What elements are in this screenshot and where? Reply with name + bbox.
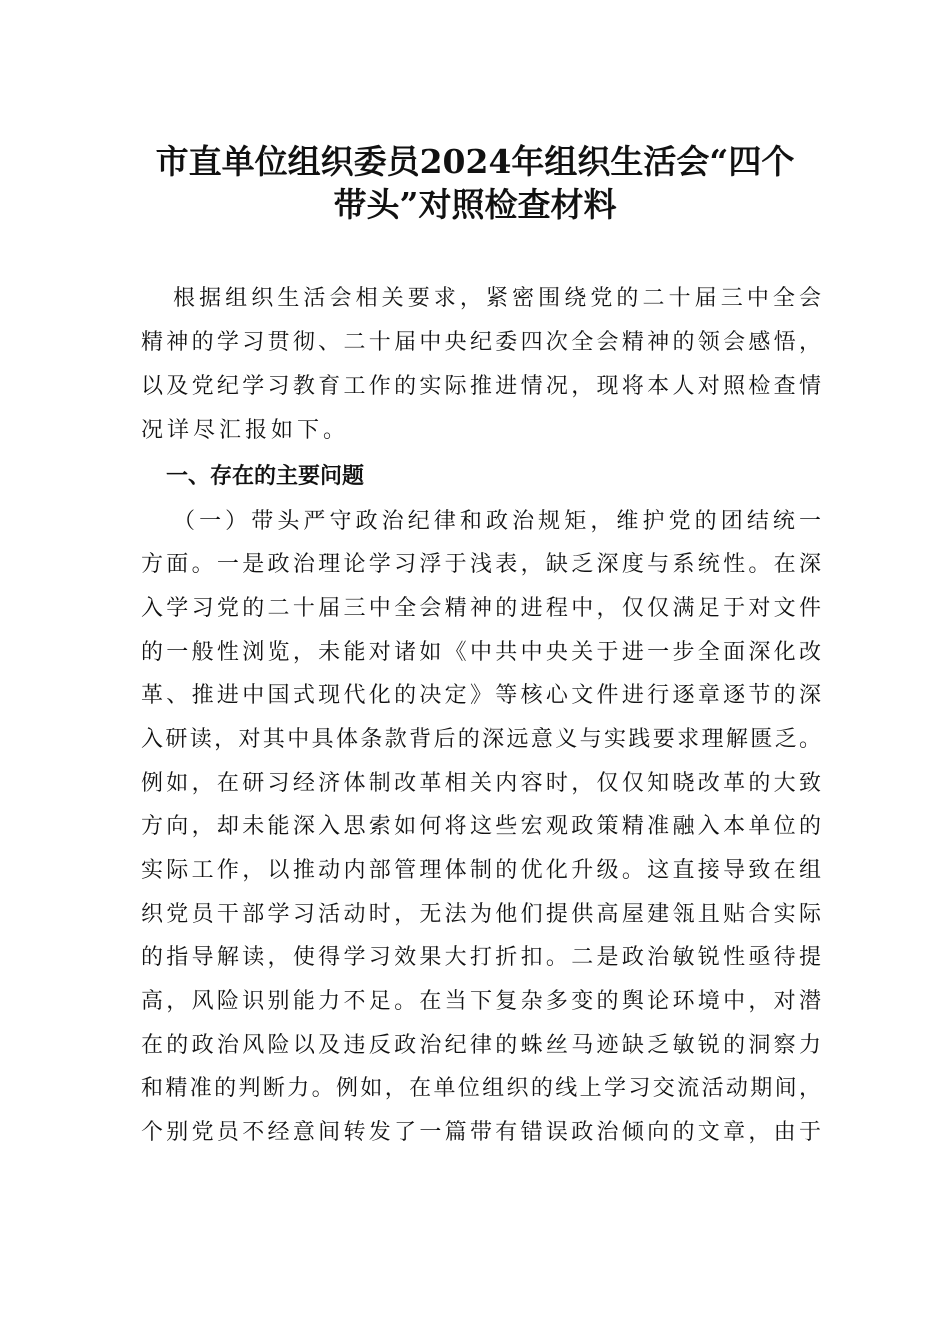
section-heading: 一、存在的主要问题 — [166, 464, 365, 489]
body-line: 和精准的判断力。例如，在单位组织的线上学习交流活动期间， — [141, 1076, 821, 1101]
body-line: 的指导解读，使得学习效果大打折扣。二是政治敏锐性亟待提 — [141, 945, 821, 970]
body-line: 方面。一是政治理论学习浮于浅表，缺乏深度与系统性。在深 — [141, 552, 821, 577]
intro-line: 精神的学习贯彻、二十届中央纪委四次全会精神的领会感悟， — [141, 330, 821, 355]
body-line: 入研读，对其中具体条款背后的深远意义与实践要求理解匮乏。 — [141, 727, 821, 752]
body-line: 在的政治风险以及违反政治纪律的蛛丝马迹缺乏敏锐的洞察力 — [141, 1033, 821, 1058]
intro-line: 根据组织生活会相关要求，紧密围绕党的二十届三中全会 — [173, 286, 821, 311]
body-line: 的一般性浏览，未能对诸如《中共中央关于进一步全面深化改 — [141, 640, 821, 665]
document-title-line-1: 市直单位组织委员2024年组织生活会“四个 — [155, 142, 795, 181]
intro-line: 况详尽汇报如下。 — [141, 418, 350, 443]
body-line: 织党员干部学习活动时，无法为他们提供高屋建瓴且贴合实际 — [141, 902, 821, 927]
body-line: 方向，却未能深入思索如何将这些宏观政策精准融入本单位的 — [141, 814, 821, 839]
document-title-line-2: 带头”对照检查材料 — [333, 185, 617, 224]
body-line: 入学习党的二十届三中全会精神的进程中，仅仅满足于对文件 — [141, 596, 821, 621]
body-line: 高，风险识别能力不足。在当下复杂多变的舆论环境中，对潜 — [141, 989, 821, 1014]
body-line: 例如，在研习经济体制改革相关内容时，仅仅知晓改革的大致 — [141, 771, 821, 796]
body-line: 革、推进中国式现代化的决定》等核心文件进行逐章逐节的深 — [141, 683, 821, 708]
body-line: （一）带头严守政治纪律和政治规矩，维护党的团结统一 — [173, 509, 821, 534]
intro-line: 以及党纪学习教育工作的实际推进情况，现将本人对照检查情 — [141, 374, 821, 399]
body-line: 实际工作，以推动内部管理体制的优化升级。这直接导致在组 — [141, 858, 821, 883]
body-line: 个别党员不经意间转发了一篇带有错误政治倾向的文章，由于 — [141, 1120, 821, 1145]
